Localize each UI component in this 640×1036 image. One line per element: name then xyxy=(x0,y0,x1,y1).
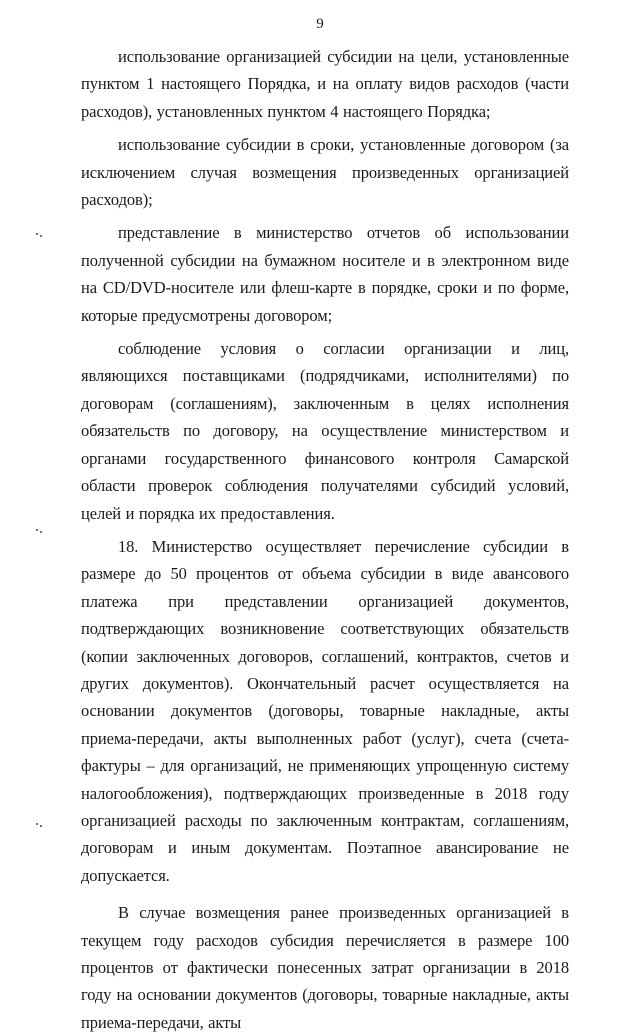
paragraph-reports: представление в министерство отчетов об использовании полученной субсидии на бумажном носителе и в электронном виде на CD/DVD-носителе или флеш-карте в порядке, сроки и по форме, которые предусмотрены договором; xyxy=(81,223,569,325)
binding-mark-bottom xyxy=(36,822,42,828)
paragraph-subsidy-purpose: использование организацией субсидии на цели, установленные пунктом 1 настоящего Порядка, и на оплату видов расходов (части расходов), установленных пунктом 4 настоящего Порядка; xyxy=(81,47,569,121)
paragraph-consent-control: соблюдение условия о согласии организации и лиц, являющихся поставщиками (подрядчиками, исполнителями) по договорам (соглашениям), заключенным в целях исполнения обязательств по договору, на осуществление министерством и органами государственного финансового контроля Самарской области проверок соблюдения получателями субсидий условий, целей и порядка их предоставления. xyxy=(81,339,569,523)
paragraph-18-advance-payment: 18. Министерство осуществляет перечисление субсидии в размере до 50 процентов от объема субсидии в виде авансового платежа при представлении организацией документов, подтверждающих возникновение соответствующих обязательств (копии заключенных договоров, соглашений, контрактов, счетов и других документов). Окончательный расчет осуществляется на основании документов (договоры, товарные накладные, акты приема-передачи, акты выполненных работ (услуг), счета (счета-фактуры – для организаций, не применяющих упрощенную систему налогообложения), подтверждающих произведенные в 2018 году организацией расходы по заключенным контрактам, соглашениям, договорам и иным документам. Поэтапное авансирование не допускается. xyxy=(81,536,569,885)
paragraph-reimbursement: В случае возмещения ранее произведенных организацией в текущем году расходов субсидия перечисляется в размере 100 процентов от фактически понесенных затрат организации в 2018 году на основании документов (договоры, товарные накладные, акты приема-передачи, акты xyxy=(81,903,569,1032)
binding-mark-middle xyxy=(36,528,42,534)
binding-mark-top xyxy=(36,232,42,238)
page-number: 9 xyxy=(316,16,324,32)
paragraph-subsidy-terms: использование субсидии в сроки, установленные договором (за исключением случая возмещения произведенных организацией расходов); xyxy=(81,135,569,210)
document-body xyxy=(81,43,569,1036)
